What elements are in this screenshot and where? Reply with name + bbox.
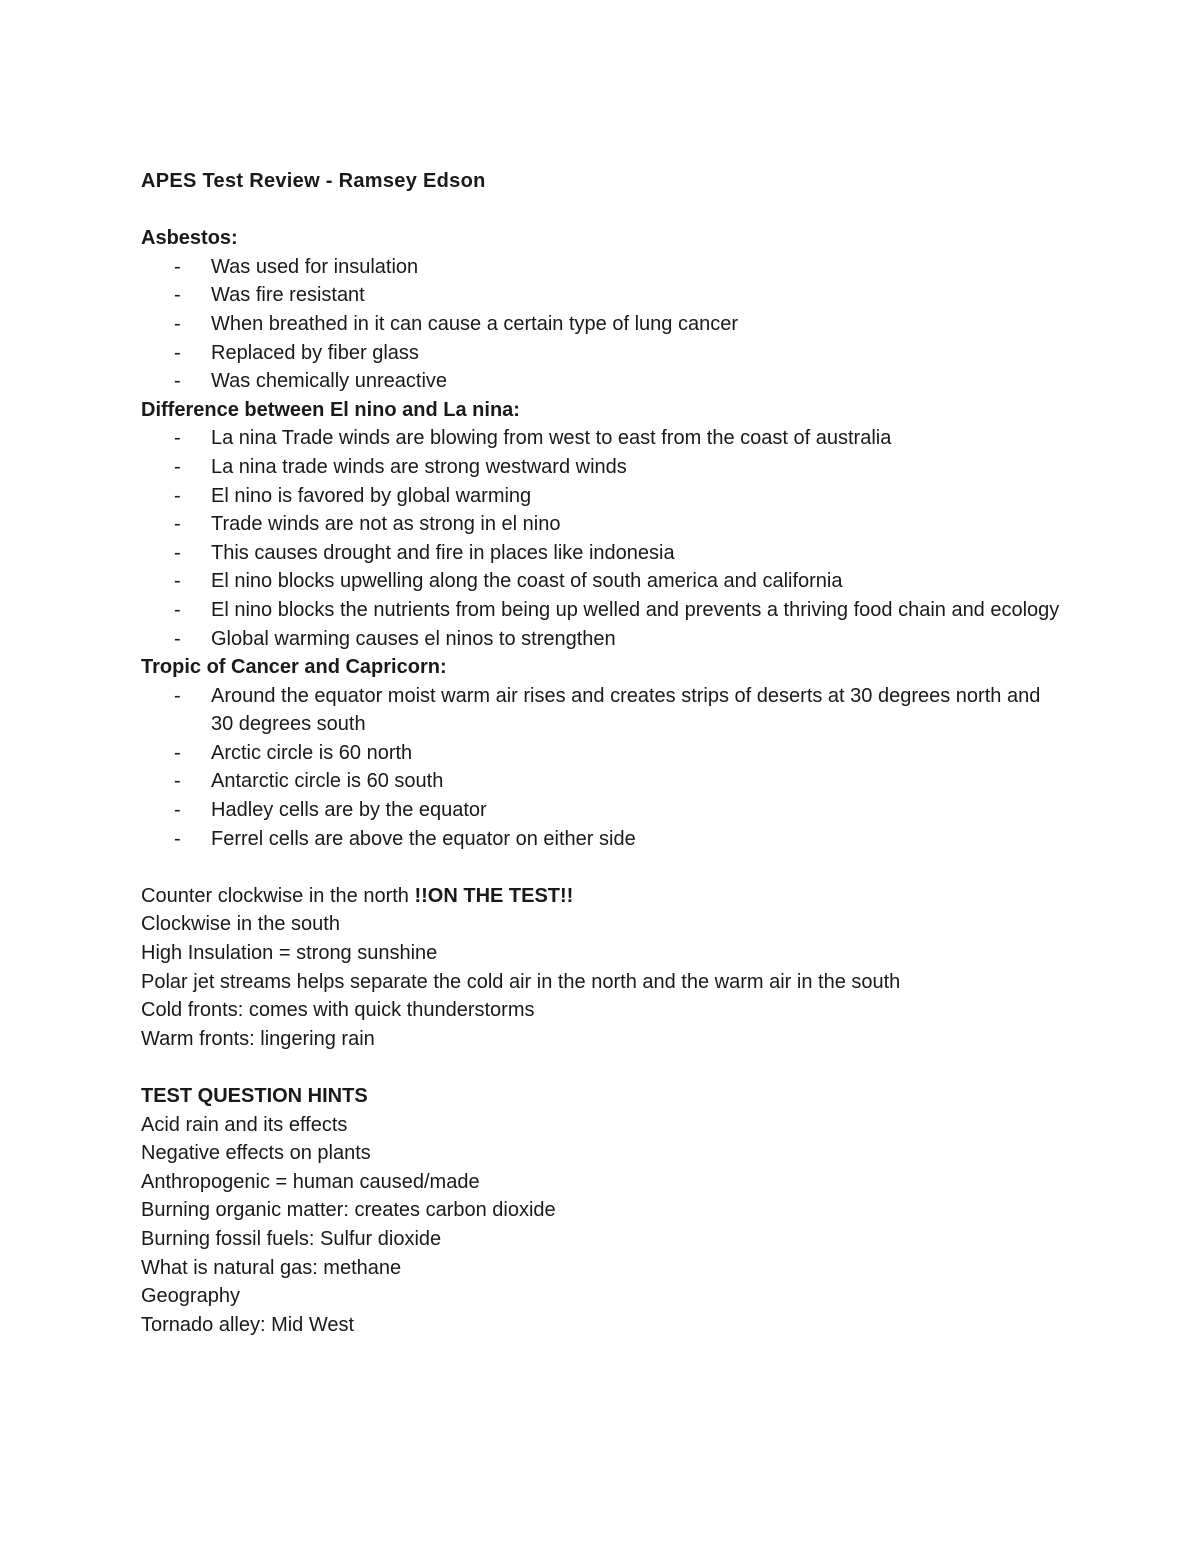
list-item: - Antarctic circle is 60 south: [141, 767, 1061, 796]
hint-line: Acid rain and its effects: [141, 1113, 348, 1136]
list-item: - Hadley cells are by the equator: [141, 796, 1061, 825]
list-item: - El nino blocks upwelling along the coast of south america and california: [141, 567, 1061, 596]
list-item: - Was used for insulation: [141, 253, 1061, 282]
dash-bullet: -: [174, 741, 181, 764]
dash-bullet: -: [174, 484, 181, 507]
dash-bullet: -: [174, 598, 181, 621]
note-line: High Insulation = strong sunshine: [141, 942, 438, 965]
hint-line: Burning organic matter: creates carbon dioxide: [141, 1199, 556, 1222]
spacer: [141, 196, 1061, 225]
elnino-list: [141, 424, 1061, 653]
note-line: Counter clockwise in the north !!ON THE TEST!!: [141, 884, 574, 907]
hint-line: Tornado alley: Mid West: [141, 1313, 355, 1336]
dash-bullet: -: [174, 541, 181, 564]
list-item: - Replaced by fiber glass: [141, 339, 1061, 368]
tropic-list: [141, 682, 1061, 854]
dash-bullet: -: [174, 827, 181, 850]
dash-bullet: -: [174, 570, 181, 593]
hint-line: Burning fossil fuels: Sulfur dioxide: [141, 1227, 442, 1250]
note-line: Polar jet streams helps separate the cold air in the north and the warm air in the south: [141, 970, 901, 993]
list-item: - Arctic circle is 60 north: [141, 739, 1061, 768]
spacer: [141, 1053, 1061, 1082]
on-the-test-emphasis: !!ON THE TEST!!: [414, 884, 574, 907]
list-item: - Global warming causes el ninos to strengthen: [141, 625, 1061, 654]
document-title: APES Test Review - Ramsey Edson: [141, 170, 486, 192]
list-item: - El nino is favored by global warming: [141, 482, 1061, 511]
note-line: Cold fronts: comes with quick thunderstorms: [141, 999, 535, 1022]
asbestos-list: [141, 253, 1061, 396]
spacer: [141, 853, 1061, 882]
dash-bullet: -: [174, 455, 181, 478]
dash-bullet: -: [174, 341, 181, 364]
note-line: Warm fronts: lingering rain: [141, 1027, 375, 1050]
dash-bullet: -: [174, 370, 181, 393]
document-page: [141, 167, 1061, 1339]
list-item: - La nina Trade winds are blowing from west to east from the coast of australia: [141, 424, 1061, 453]
hint-line: Negative effects on plants: [141, 1142, 371, 1165]
list-item: - When breathed in it can cause a certain type of lung cancer: [141, 310, 1061, 339]
hints-heading: TEST QUESTION HINTS: [141, 1085, 368, 1107]
dash-bullet: -: [174, 255, 181, 278]
dash-bullet: -: [174, 312, 181, 335]
note-line: Clockwise in the south: [141, 913, 340, 936]
dash-bullet: -: [174, 799, 181, 822]
section-heading-asbestos: Asbestos:: [141, 227, 238, 250]
dash-bullet: -: [174, 284, 181, 307]
hint-line: Anthropogenic = human caused/made: [141, 1170, 480, 1193]
hint-line: What is natural gas: methane: [141, 1256, 402, 1279]
dash-bullet: -: [174, 513, 181, 536]
dash-bullet: -: [174, 770, 181, 793]
section-heading-elnino: Difference between El nino and La nina:: [141, 398, 520, 421]
section-heading-tropic: Tropic of Cancer and Capricorn:: [141, 656, 447, 679]
list-item: - La nina trade winds are strong westward winds: [141, 453, 1061, 482]
list-item: - This causes drought and fire in places like indonesia: [141, 539, 1061, 568]
list-item: - Around the equator moist warm air rises and creates strips of deserts at 30 degrees north and 30 degrees south: [141, 682, 1061, 739]
dash-bullet: -: [174, 627, 181, 650]
list-item: - Trade winds are not as strong in el nino: [141, 510, 1061, 539]
hint-line: Geography: [141, 1285, 240, 1308]
list-item: - Was fire resistant: [141, 281, 1061, 310]
dash-bullet: -: [174, 684, 181, 707]
dash-bullet: -: [174, 427, 181, 450]
list-item: - Ferrel cells are above the equator on either side: [141, 825, 1061, 854]
list-item: - El nino blocks the nutrients from being up welled and prevents a thriving food chain and ecology: [141, 596, 1061, 625]
list-item: - Was chemically unreactive: [141, 367, 1061, 396]
